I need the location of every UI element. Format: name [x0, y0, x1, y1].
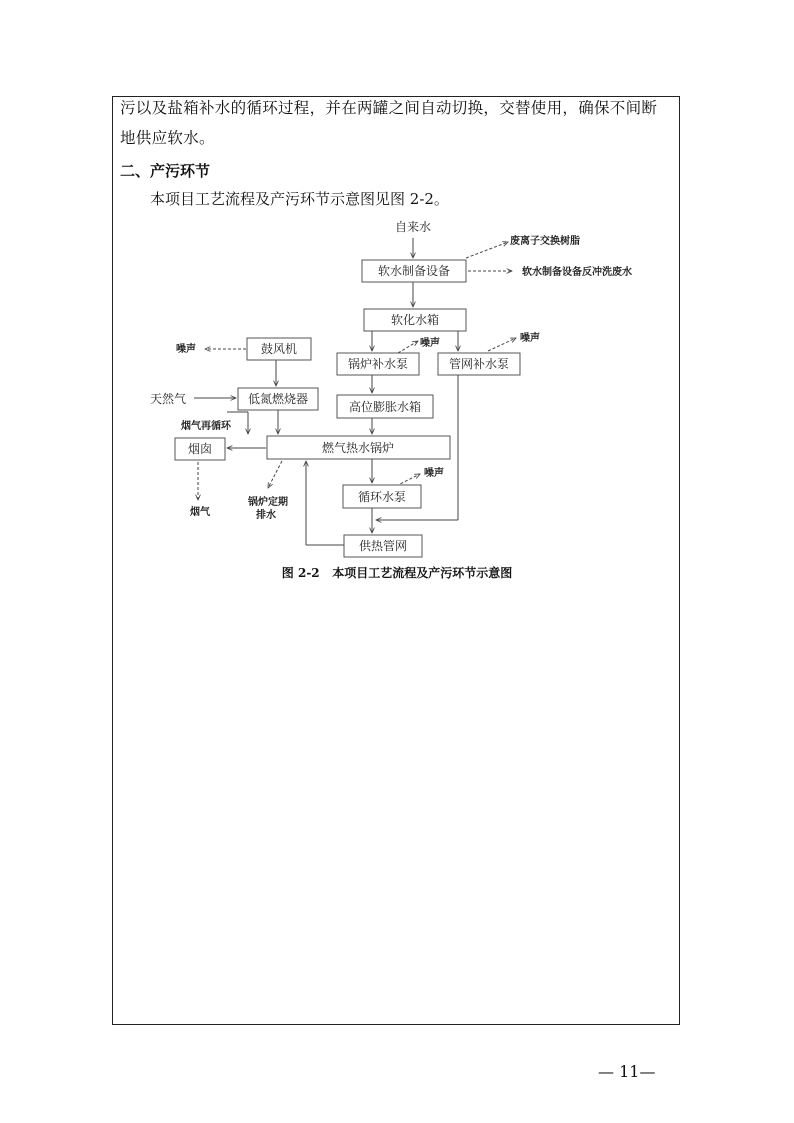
gas-boiler-label: 燃气热水锅炉 [321, 441, 395, 455]
softening-unit-label: 软水制备设备 [377, 264, 451, 278]
page-number: — 11— [598, 1062, 656, 1081]
heating-network-label: 供热管网 [358, 539, 408, 553]
figure-intro-text: 本项目工艺流程及产污环节示意图见图 2-2。 [150, 190, 449, 208]
soft-water-tank-label: 软化水箱 [390, 313, 440, 327]
figure-caption: 图 2-2 本项目工艺流程及产污环节示意图 [281, 566, 513, 580]
section-heading: 二、产污环节 [120, 162, 211, 180]
circulation-pump-noise-label: 噪声 [424, 468, 444, 479]
flue-recirculation-label: 烟气再循环 [181, 421, 231, 432]
body-paragraph-line-1: 污以及盐箱补水的循环过程，并在两罐之间自动切换，交替使用，确保不间断 [120, 99, 658, 117]
low-nox-burner-label: 低氮燃烧器 [247, 392, 309, 406]
boiler-blowdown-label-line-2: 排水 [256, 510, 276, 521]
circulation-pump-label: 循环水泵 [357, 490, 407, 504]
expansion-tank-label: 高位膨胀水箱 [348, 400, 422, 414]
tap-water-label: 自来水 [394, 220, 432, 234]
flue-gas-label: 烟气 [190, 507, 210, 518]
boiler-pump-noise-label: 噪声 [420, 338, 440, 349]
network-pump-noise-label: 噪声 [520, 333, 540, 344]
boiler-blowdown-label-line-1: 锅炉定期 [248, 497, 288, 508]
natural-gas-label: 天然气 [149, 392, 187, 406]
boiler-makeup-pump-label: 锅炉补水泵 [347, 357, 409, 371]
chimney-label: 烟囱 [187, 442, 213, 456]
body-paragraph-line-2: 地供应软水。 [120, 129, 215, 147]
network-makeup-pump-label: 管网补水泵 [448, 357, 510, 371]
blower-label: 鼓风机 [260, 342, 298, 356]
waste-resin-label: 废离子交换树脂 [510, 236, 580, 247]
blower-noise-label: 噪声 [176, 344, 196, 355]
backwash-water-label: 软水制备设备反冲洗废水 [522, 267, 632, 278]
